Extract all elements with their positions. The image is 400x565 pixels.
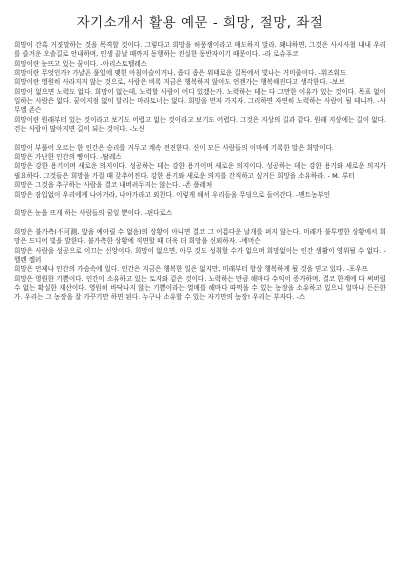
quote-paragraph: 희망은 불가측(不可測, 앞을 예아릴 수 없음)의 상황이 아니면 결코 그 이름다운 날개를 펴지 않는다. 미래가 불투명한 상황에서 희망은 드디어 빛을 발한다. 불가측한 상황에 직면할 때 더욱 더 희망을 신뢰하자. -에머슨 (14, 227, 386, 246)
quote-paragraph: 희망은 잠입없이 우리에게 나아가라, 나아가라고 외친다. 이렇게 해서 우리들을 무덤으로 들어간다. -맨트농부인 (14, 190, 331, 199)
quote-paragraph: 희망은 영원한 기쁨이다. 인간이 소유하고 있는 토지와 같은 것이다. 노력하는 만큼 해마다 수익이 증가하며, 결코 한계에 다 써버릴 수 없는 확실한 재산이다. 영원히 바닥나지 않는 기쁨이라는 열매를 해마다 따먹을 수 있는 농장을 소유하고 있으니 얼마나 든든한가. 우리는 그 농장을 잘 가꾸기만 하면 된다. 누구나 소유할 수 있는 자기만의 농장! 우리는 부자다. -스 (14, 274, 386, 302)
paragraph-gap (14, 219, 386, 228)
quote-paragraph: 희망은 사람을 성공으로 이끄는 신앙이다. 희망이 없으면, 아무 것도 성취할 수가 없으며 희망없이는 인간 생활이 영위될 수 없다. -헬렌 켈러 (14, 246, 386, 264)
quote-paragraph: 희망이 부풀어 오르는 한 인간은 승리를 거두고 계속 전진한다. 신이 모든 사람들의 이마에 기록한 말은 희망이다. (14, 143, 334, 152)
quote-paragraph: 희망이란 눈뜨고 있는 꿈이다. -아리스토텔레스 (14, 59, 147, 68)
paragraph-gap (14, 134, 386, 143)
document-body (14, 41, 386, 303)
quote-paragraph: 희망은 언제나 인간의 가슴속에 있다. 인간은 지금은 행복한 일은 없지만, 미래부터 항상 행복하게 될 것을 믿고 있다. -포우프 (14, 265, 368, 274)
quote-paragraph: 희망이 없으면 노력도 없다. 희망이 없는데, 노력할 사람이 어디 있겠는가. 노력하는 데는 다 그만한 이유가 있는 것이다. 목표 없이 일하는 사람은 없다. 꿈이지점 없이 달리는 마라토너는 없다. 희망을 먼저 가지자. 그리하면 자연히 노력하는 사람이 될 테니까. -사무엘 존슨 (14, 87, 386, 115)
paragraph-gap (14, 200, 386, 209)
quote-paragraph: 희망은 강한 용기이며 새로운 의지이다. 성공하는 데는 강한 용기이며 새로운 의지이다. 성공하는 데는 강한 용기와 새로운 의지가 필요하다. 그것들은 희망을 가질 때 갖추어진다. 강한 용기와 새로운 의지를 간직하고 싶거든 희망을 소유하라. - M. 루터 (14, 162, 386, 180)
quote-paragraph: 희망은 가난한 인간의 빵이다. -탈레스 (14, 153, 122, 162)
page-title: 자기소개서 활용 예문 - 희망, 절망, 좌절 (76, 15, 324, 31)
quote-paragraph: 희망이 간혹 거짓말하는 것을 목격할 것이다. 그렇다고 희망을 허풍쟁이라고 매도하지 말라. 왜냐하면, 그것은 사시사철 내내 우리를 즐거운 오솔길로 안내하며, 인생 끝날 때까지 동행하는 진실한 동반자이기 때문이다. -라 로슈푸코 (14, 41, 386, 59)
quote-paragraph: 희망이란 무엇인가? 가냘픈 풀잎에 맺힌 아침이슬이거나, 좁디 좁은 위태로운 길목에서 빛나는 거미줄이다. -워즈워드 (14, 69, 347, 78)
quote-paragraph: 희망이란 영원히 사라지지 않는 것으로, 사람은 비록 지금은 행복하지 않아도 언젠가는 행복해진다고 생각한다. -보브 (14, 78, 345, 87)
quote-paragraph: 희망이란 원래부터 있는 것이라고 보기도 어렵고 없는 것이라고 보기도 어렵다. 그것은 지상의 길과 같다. 원래 지상에는 길이 없다. 걷는 사람이 많아지면 길이 되는 것이다. -노신 (14, 115, 386, 134)
quote-paragraph: 희망은 그것을 추구하는 사람을 결코 내버려두지는 않는다. -존 플레처 (14, 181, 213, 190)
quote-paragraph: 희망은 눈을 뜨게 하는 사람들의 꿈일 뿐이다. -핀다로스 (14, 209, 173, 218)
